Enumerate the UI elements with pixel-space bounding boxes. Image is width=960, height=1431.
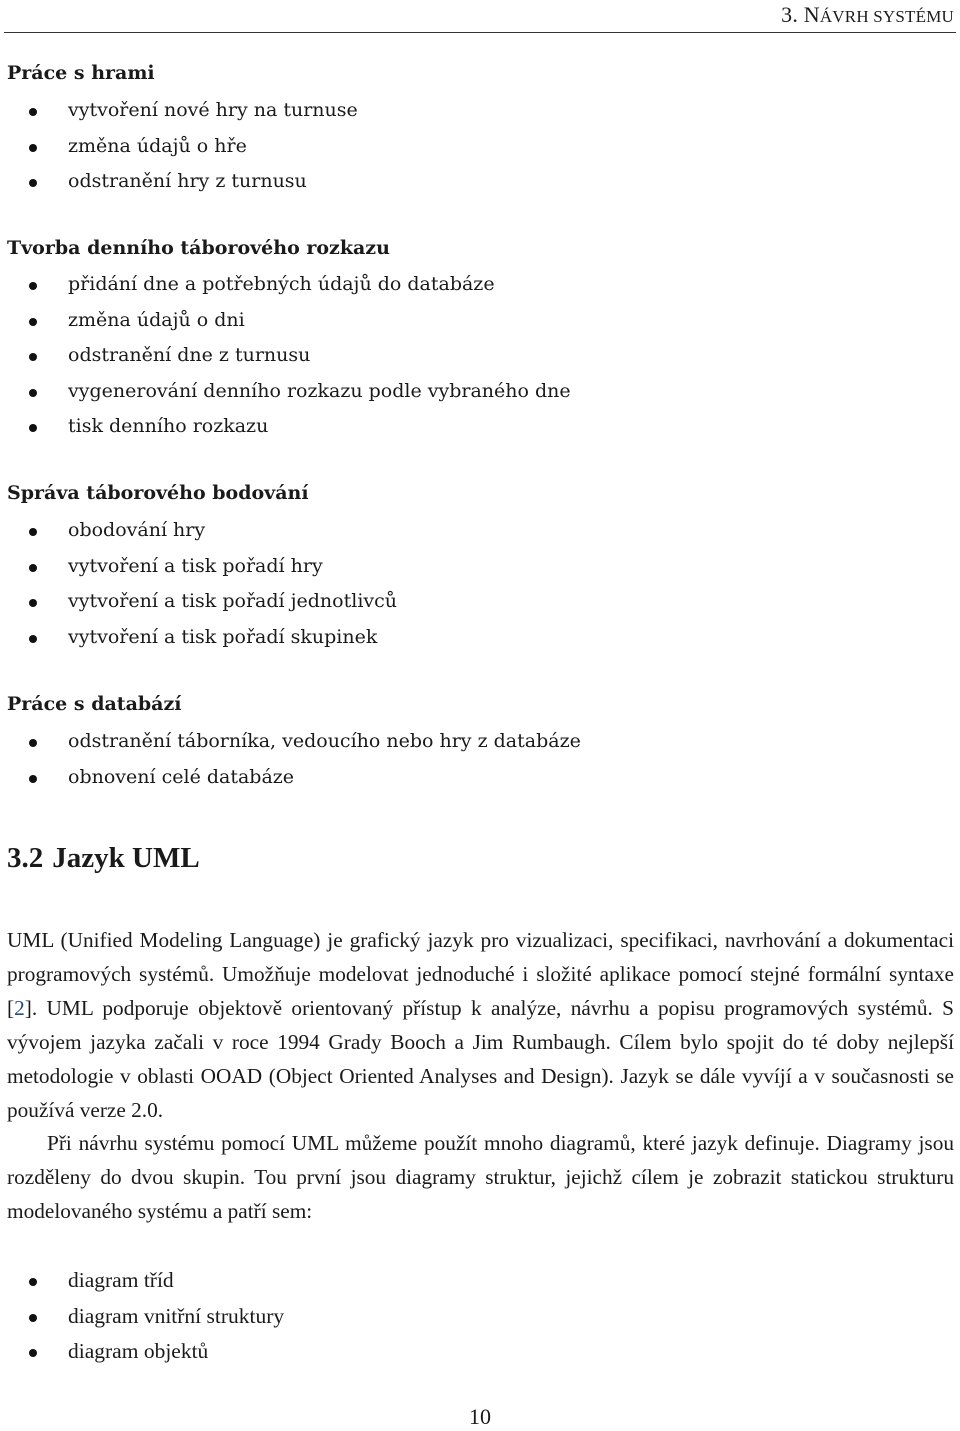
section-heading: Tvorba denního táborového rozkazu [7,237,390,259]
bullet-icon [29,1349,37,1357]
bullet-list [7,1263,284,1370]
list-item: vygenerování denního rozkazu podle vybraného dne [7,374,571,410]
bullet-icon [29,564,37,572]
list-item: diagram vnitřní struktury [7,1299,284,1335]
bullet-icon [29,424,37,432]
list-item: odstranění hry z turnusu [7,164,358,200]
bullet-list [7,267,571,445]
bullet-icon [29,282,37,290]
bullet-icon [29,144,37,152]
page-number: 10 [469,1404,491,1429]
running-header [781,2,954,28]
bullet-icon [29,1314,37,1322]
list-item: tisk denního rozkazu [7,409,571,445]
list-item: změna údajů o hře [7,129,358,165]
subsection-title: Jazyk UML [52,842,200,874]
bullet-icon [29,528,37,536]
running-header-prefix: 3. N [781,2,820,27]
list-item: obnovení celé databáze [7,760,581,796]
section-heading: Práce s hrami [7,62,155,84]
list-item: odstranění táborníka, vedoucího nebo hry z databáze [7,724,581,760]
subsection-number: 3.2 [7,842,44,874]
subsection-heading [7,842,200,875]
section-heading: Správa táborového bodování [7,482,309,504]
bullet-icon [29,108,37,116]
list-item: obodování hry [7,513,397,549]
list-item: diagram tříd [7,1263,284,1299]
list-item: vytvoření a tisk pořadí skupinek [7,620,397,656]
list-item: odstranění dne z turnusu [7,338,571,374]
list-item: diagram objektů [7,1334,284,1370]
bullet-icon [29,389,37,397]
bullet-icon [29,318,37,326]
body-paragraph: UML (Unified Modeling Language) je grafický jazyk pro vizualizaci, specifikaci, navrhování a dokumentaci programových systémů. Umožňuje modelovat jednoduché i složité aplikace pomocí stejné formální syntaxe [2]. UML podporuje objektově orientovaný přístup k analýze, návrhu a popisu programových systémů. S vývojem jazyka začali v roce 1994 Grady Booch a Jim Rumbaugh. Cílem bylo spojit do té doby nejlepší metodologie v oblasti OOAD (Object Oriented Analyses and Design). Jazyk se dále vyvíjí a v současnosti se používá verze 2.0. [7,928,954,1122]
list-item: vytvoření nové hry na turnuse [7,93,358,129]
list-item: změna údajů o dni [7,303,571,339]
bullet-icon [29,739,37,747]
section-heading: Práce s databází [7,693,182,715]
bullet-list [7,724,581,795]
list-item: vytvoření a tisk pořadí hry [7,549,397,585]
citation-link[interactable]: 2 [14,995,25,1020]
running-header-rest: ÁVRH SYSTÉMU [819,7,954,26]
header-rule [4,32,956,33]
list-item: přidání dne a potřebných údajů do databáze [7,267,571,303]
bullet-icon [29,775,37,783]
bullet-list [7,93,358,200]
bullet-icon [29,599,37,607]
list-item: vytvoření a tisk pořadí jednotlivců [7,584,397,620]
bullet-icon [29,1278,37,1286]
bullet-icon [29,179,37,187]
bullet-list [7,513,397,655]
body-paragraph: Při návrhu systému pomocí UML můžeme použít mnoho diagramů, které jazyk definuje. Diagramy jsou rozděleny do dvou skupin. Tou první jsou diagramy struktur, jejichž cílem je zobrazit statickou strukturu modelovaného systému a patří sem: [7,1131,954,1223]
bullet-icon [29,353,37,361]
bullet-icon [29,635,37,643]
